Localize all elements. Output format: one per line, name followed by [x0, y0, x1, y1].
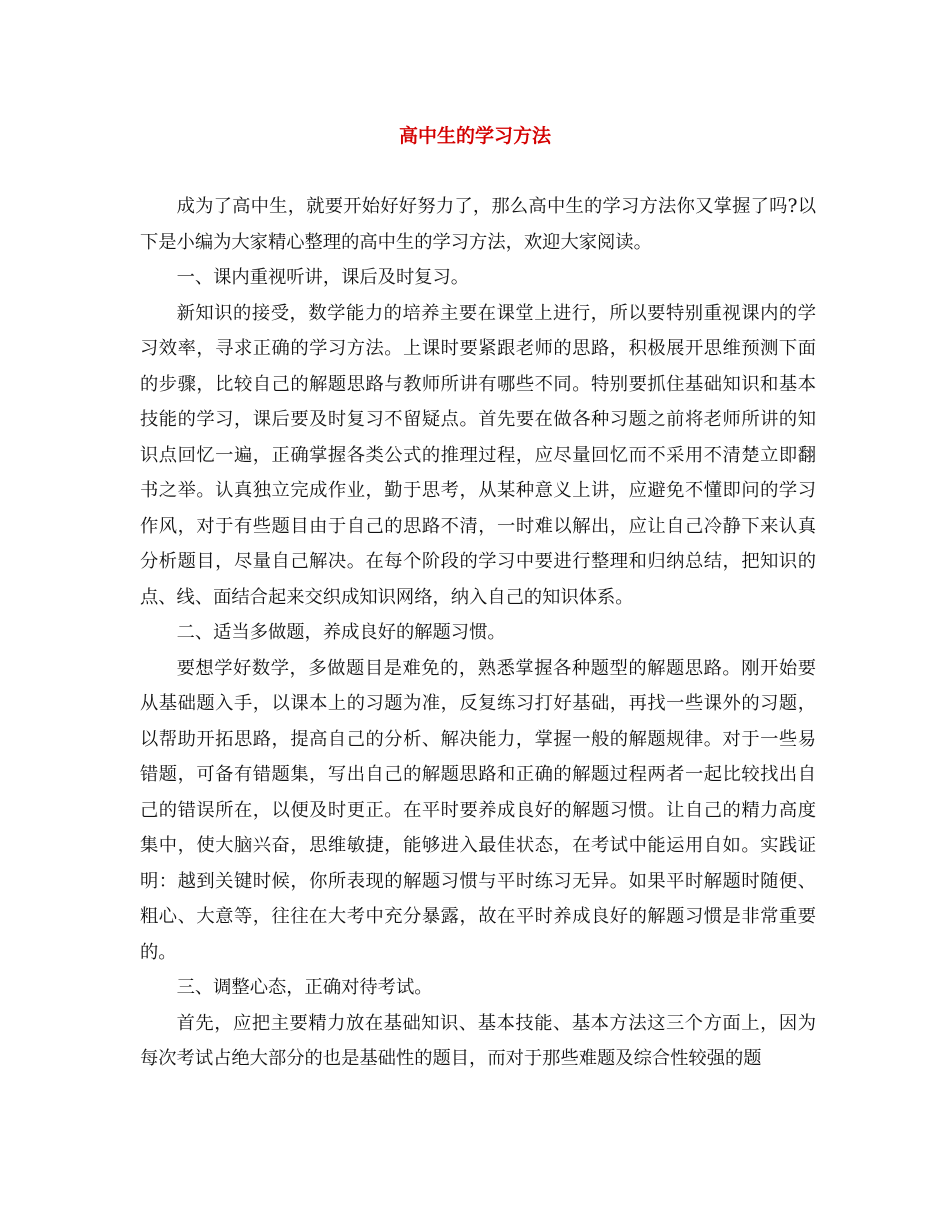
paragraph-section-3: 首先，应把主要精力放在基础知识、基本技能、基本方法这三个方面上，因为每次考试占绝大部分的也是基础性的题目，而对于那些难题及综合性较强的题 [140, 1012, 816, 1069]
section-heading-1: 一、课内重视听讲，课后及时复习。 [176, 267, 470, 288]
paragraph-section-2: 要想学好数学，多做题目是难免的，熟悉掌握各种题型的解题思路。刚开始要从基础题入手，以课本上的习题为准，反复练习打好基础，再找一些课外的习题，以帮助开拓思路，提高自己的分析、解决能力，掌握一般的解题规律。对于一些易错题，可备有错题集，写出自己的解题思路和正确的解题过程两者一起比较找出自己的错误所在，以便及时更正。在平时要养成良好的解题习惯。让自己的精力高度集中，使大脑兴奋，思维敏捷，能够进入最佳状态，在考试中能运用自如。实践证明：越到关键时候，你所表现的解题习惯与平时练习无异。如果平时解题时随便、粗心、大意等，往往在大考中充分暴露，故在平时养成良好的解题习惯是非常重要的。 [140, 657, 816, 963]
document-body [140, 189, 816, 1077]
section-heading-2: 二、适当多做题，养成良好的解题习惯。 [176, 622, 506, 643]
paragraph-section-1: 新知识的接受，数学能力的培养主要在课堂上进行，所以要特别重视课内的学习效率，寻求正确的学习方法。上课时要紧跟老师的思路，积极展开思维预测下面的步骤，比较自己的解题思路与教师所讲有哪些不同。特别要抓住基础知识和基本技能的学习，课后要及时复习不留疑点。首先要在做各种习题之前将老师所讲的知识点回忆一遍，正确掌握各类公式的推理过程，应尽量回忆而不采用不清楚立即翻书之举。认真独立完成作业，勤于思考，从某种意义上讲，应避免不懂即问的学习作风，对于有些题目由于自己的思路不清，一时难以解出，应让自己冷静下来认真分析题目，尽量自己解决。在每个阶段的学习中要进行整理和归纳总结，把知识的点、线、面结合起来交织成知识网络，纳入自己的知识体系。 [140, 302, 816, 608]
document-title: 高中生的学习方法 [398, 125, 551, 147]
section-heading-3: 三、调整心态，正确对待考试。 [176, 977, 433, 998]
paragraph-intro: 成为了高中生，就要开始好好努力了，那么高中生的学习方法你又掌握了吗?以下是小编为大家精心整理的高中生的学习方法，欢迎大家阅读。 [140, 196, 816, 253]
